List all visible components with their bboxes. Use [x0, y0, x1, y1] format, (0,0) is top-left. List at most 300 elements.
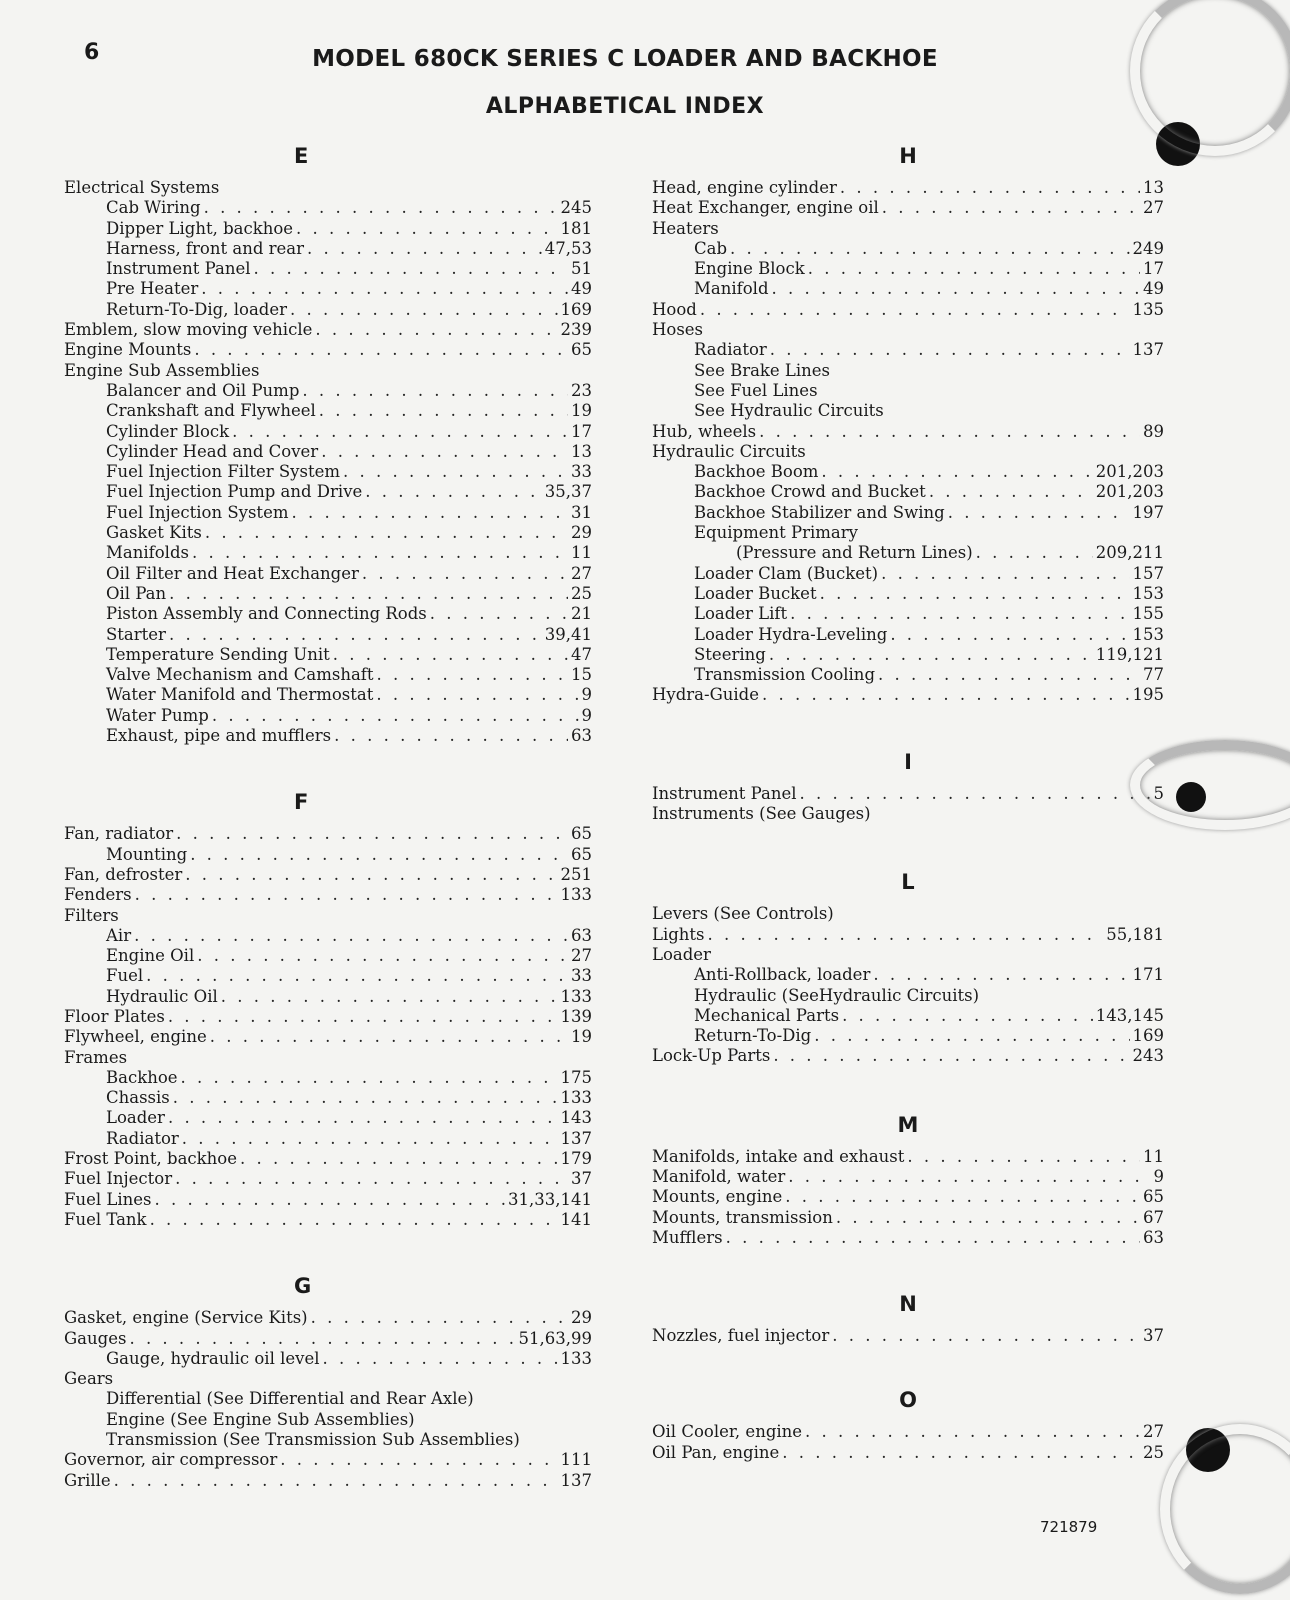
index-entry [64, 361, 592, 381]
index-entry [652, 1046, 1164, 1066]
section-letter: E [294, 144, 309, 168]
entry-label: Backhoe Crowd and Bucket [694, 482, 926, 502]
leader-dots [769, 645, 1093, 665]
entry-page-ref: 137 [560, 1128, 592, 1148]
index-entry [652, 1208, 1164, 1228]
index-entry [64, 1129, 592, 1149]
entry-label: Governor, air compressor [64, 1450, 278, 1470]
index-entry [64, 706, 592, 726]
index-entry [64, 300, 592, 320]
index-entry [64, 645, 592, 665]
entry-page-ref: 19 [571, 1027, 592, 1047]
entry-label: Emblem, slow moving vehicle [64, 320, 313, 340]
index-entry [64, 279, 592, 299]
index-entry [652, 986, 1164, 1006]
leader-dots [302, 381, 568, 401]
index-section-m [652, 1113, 1164, 1248]
leader-dots [800, 784, 1151, 804]
entry-page-ref: 17 [1143, 259, 1164, 279]
index-entry [652, 945, 1164, 965]
entry-label: Gears [64, 1369, 114, 1389]
entry-label: Hood [652, 299, 697, 319]
index-entry [652, 259, 1164, 279]
page-title: MODEL 680CK SERIES C LOADER AND BACKHOE [312, 46, 938, 72]
index-section-n [652, 1292, 1164, 1346]
index-entry [64, 584, 592, 604]
leader-dots [773, 1046, 1129, 1066]
section-letter: L [901, 870, 915, 895]
index-entry [64, 239, 592, 259]
entry-page-ref: 63 [1143, 1227, 1164, 1247]
entry-label: Oil Pan [106, 583, 167, 603]
leader-dots [976, 543, 1093, 563]
leader-dots [280, 1450, 557, 1470]
index-entry [64, 906, 592, 926]
index-entry [652, 1026, 1164, 1046]
section-letter: G [294, 1274, 312, 1299]
index-entry [652, 401, 1164, 421]
page-subtitle: ALPHABETICAL INDEX [485, 94, 765, 119]
entry-page-ref: 137 [1132, 340, 1164, 360]
index-section-h [652, 144, 1164, 706]
index-entry [652, 665, 1164, 685]
index-entry [64, 523, 592, 543]
index-entry [64, 1329, 592, 1349]
index-entry [652, 904, 1164, 924]
entry-label: Heat Exchanger, engine oil [652, 198, 879, 218]
index-entry [652, 965, 1164, 985]
entry-label: Loader Lift [694, 604, 788, 624]
entry-label: Heaters [652, 218, 719, 238]
entry-label: Loader [652, 944, 711, 964]
index-entry [64, 503, 592, 523]
section-letter: I [904, 749, 912, 774]
index-entry [64, 1048, 592, 1068]
index-entry [64, 1450, 592, 1470]
entry-page-ref: 25 [1143, 1442, 1164, 1462]
entry-label: Instrument Panel [106, 259, 251, 279]
section-letter: H [899, 144, 917, 168]
entry-label: Head, engine cylinder [652, 178, 837, 197]
index-entry [64, 845, 592, 865]
entry-label: Gasket, engine (Service Kits) [64, 1308, 308, 1328]
entry-page-ref: 55,181 [1106, 924, 1164, 944]
index-entry [652, 482, 1164, 502]
leader-dots [135, 885, 558, 905]
entry-page-ref: 13 [1143, 178, 1164, 197]
entry-label: Hydraulic Oil [106, 986, 218, 1006]
leader-dots [430, 604, 568, 624]
entry-page-ref: 65 [571, 844, 592, 864]
index-entry [64, 219, 592, 239]
entry-label: Floor Plates [64, 1006, 165, 1026]
entry-page-ref: 15 [571, 665, 592, 685]
index-section-e [64, 144, 592, 746]
entry-page-ref: 119,121 [1095, 644, 1164, 664]
entry-page-ref: 133 [560, 1348, 592, 1368]
entry-label: Fuel Injector [64, 1169, 173, 1189]
entry-page-ref: 153 [1132, 583, 1164, 603]
entry-page-ref: 133 [560, 1088, 592, 1108]
entry-label: Fuel [106, 966, 144, 986]
leader-dots [890, 625, 1129, 645]
entry-page-ref: 17 [571, 421, 592, 441]
leader-dots [708, 925, 1104, 945]
index-entry [652, 1443, 1164, 1463]
leader-dots [840, 178, 1140, 198]
index-entry [652, 361, 1164, 381]
entry-label: See Fuel Lines [694, 380, 818, 400]
index-entry [64, 1430, 592, 1450]
entry-label: Instrument Panel [652, 783, 797, 803]
index-entry [652, 1187, 1164, 1207]
index-entry [64, 1471, 592, 1491]
section-letter: F [294, 790, 309, 815]
entry-label: See Hydraulic Circuits [694, 401, 884, 421]
leader-dots [150, 1210, 558, 1230]
entry-page-ref: 137 [560, 1470, 592, 1490]
index-entry [652, 1422, 1164, 1442]
entry-page-ref: 47,53 [544, 238, 592, 258]
index-entry [652, 1006, 1164, 1026]
leader-dots [181, 1068, 558, 1088]
footer-code: 721879 [1040, 1518, 1098, 1536]
index-entry [652, 645, 1164, 665]
leader-dots [762, 685, 1130, 705]
entry-label: Radiator [106, 1128, 179, 1148]
index-entry [652, 804, 1164, 824]
index-entry [64, 926, 592, 946]
binder-ring-top [1130, 0, 1290, 156]
entry-label: Loader [106, 1108, 165, 1128]
index-entry [652, 1147, 1164, 1167]
index-entry [64, 1369, 592, 1389]
index-entry [652, 381, 1164, 401]
index-section-l [652, 870, 1164, 1066]
index-entry [652, 685, 1164, 705]
index-entry [64, 1068, 592, 1088]
entry-page-ref: 33 [571, 966, 592, 986]
entry-page-ref: 153 [1132, 624, 1164, 644]
entry-page-ref: 175 [560, 1067, 592, 1087]
index-entry [64, 987, 592, 1007]
entry-label: Balancer and Oil Pump [106, 380, 300, 400]
index-entry [64, 1108, 592, 1128]
index-entry [652, 543, 1164, 563]
index-entry [64, 966, 592, 986]
index-entry [652, 239, 1164, 259]
entry-label: Air [106, 925, 132, 945]
entry-page-ref: 49 [571, 279, 592, 299]
entry-label: Fan, radiator [64, 824, 174, 844]
entry-page-ref: 27 [571, 563, 592, 583]
index-entry [652, 1228, 1164, 1248]
leader-dots [311, 1308, 568, 1328]
entry-label: Lock-Up Parts [652, 1046, 771, 1066]
entry-label: Mufflers [652, 1227, 723, 1247]
leader-dots [726, 1228, 1140, 1248]
index-entry [64, 685, 592, 705]
entry-page-ref: 133 [560, 885, 592, 905]
entry-label: Mounts, engine [652, 1187, 783, 1207]
entry-label: (Pressure and Return Lines) [736, 543, 973, 563]
entry-page-ref: 195 [1132, 685, 1164, 705]
index-entry [64, 1190, 592, 1210]
leader-dots [168, 1108, 558, 1128]
leader-dots [210, 1027, 568, 1047]
index-entry [64, 1308, 592, 1328]
entry-page-ref: 11 [1143, 1146, 1164, 1166]
index-entry [652, 178, 1164, 198]
entry-label: Backhoe [106, 1067, 178, 1087]
entry-label: Valve Mechanism and Camshaft [106, 665, 374, 685]
entry-page-ref: 133 [560, 986, 592, 1006]
leader-dots [821, 462, 1092, 482]
entry-label: Mounting [106, 844, 188, 864]
entry-page-ref: 77 [1143, 665, 1164, 685]
leader-dots [176, 824, 568, 844]
entry-label: Dipper Light, backhoe [106, 218, 294, 238]
section-letter: M [897, 1112, 919, 1137]
entry-page-ref: 141 [560, 1209, 592, 1229]
entry-page-ref: 21 [571, 604, 592, 624]
entry-label: Steering [694, 644, 766, 664]
index-entry [64, 198, 592, 218]
index-entry [64, 1149, 592, 1169]
entry-page-ref: 35,37 [544, 482, 592, 502]
entry-label: Levers (See Controls) [652, 904, 834, 924]
leader-dots [204, 198, 558, 218]
entry-page-ref: 29 [571, 1308, 592, 1328]
entry-page-ref: 9 [581, 705, 592, 725]
index-entry [64, 1088, 592, 1108]
entry-label: Hydraulic Circuits [652, 441, 806, 461]
index-entry [652, 442, 1164, 462]
index-entry [64, 946, 592, 966]
entry-page-ref: 135 [1132, 299, 1164, 319]
entry-label: Engine Block [694, 259, 805, 279]
index-entry [652, 564, 1164, 584]
leader-dots [770, 340, 1130, 360]
entry-page-ref: 11 [571, 543, 592, 563]
leader-dots [376, 685, 578, 705]
leader-dots [882, 198, 1140, 218]
entry-label: Crankshaft and Flywheel [106, 401, 316, 421]
leader-dots [873, 965, 1129, 985]
leader-dots [323, 1349, 558, 1369]
index-entry [652, 604, 1164, 624]
entry-label: Oil Pan, engine [652, 1442, 780, 1462]
binder-ring-bottom [1160, 1424, 1290, 1594]
entry-page-ref: 155 [1132, 604, 1164, 624]
index-entry [64, 564, 592, 584]
entry-label: Instruments (See Gauges) [652, 804, 871, 824]
entry-label: Fenders [64, 885, 132, 905]
entry-label: Piston Assembly and Connecting Rods [106, 604, 427, 624]
index-entry [64, 726, 592, 746]
index-section-g [64, 1274, 592, 1491]
entry-page-ref: 23 [571, 380, 592, 400]
entry-label: Oil Cooler, engine [652, 1422, 803, 1442]
entry-label: Fuel Lines [64, 1189, 152, 1209]
leader-dots [805, 1422, 1140, 1442]
index-entry [652, 523, 1164, 543]
entry-label: Water Pump [106, 705, 209, 725]
leader-dots [129, 1329, 515, 1349]
leader-dots [192, 543, 568, 563]
index-entry [652, 1167, 1164, 1187]
entry-page-ref: 139 [560, 1006, 592, 1026]
entry-label: Loader Hydra-Leveling [694, 624, 888, 644]
entry-label: Loader Bucket [694, 583, 817, 603]
entry-page-ref: 249 [1132, 238, 1164, 258]
index-entry [64, 482, 592, 502]
index-entry [652, 300, 1164, 320]
entry-label: Lights [652, 924, 705, 944]
leader-dots [948, 503, 1130, 523]
leader-dots [907, 1147, 1140, 1167]
leader-dots [182, 1129, 558, 1149]
index-entry [652, 584, 1164, 604]
index-entry [652, 462, 1164, 482]
entry-label: Temperature Sending Unit [106, 644, 330, 664]
index-entry [652, 625, 1164, 645]
leader-dots [168, 1007, 558, 1027]
entry-page-ref: 143,145 [1095, 1005, 1164, 1025]
entry-page-ref: 19 [571, 401, 592, 421]
leader-dots [169, 625, 542, 645]
leader-dots [169, 584, 568, 604]
entry-label: Mechanical Parts [694, 1005, 840, 1025]
leader-dots [878, 665, 1140, 685]
index-section-i [652, 750, 1164, 825]
entry-label: Flywheel, engine [64, 1027, 207, 1047]
index-entry [64, 1349, 592, 1369]
index-entry [652, 925, 1164, 945]
entry-label: Differential (See Differential and Rear Axle) [106, 1389, 474, 1409]
entry-label: Return-To-Dig, loader [106, 299, 288, 319]
entry-page-ref: 197 [1132, 502, 1164, 522]
entry-page-ref: 9 [1153, 1166, 1164, 1186]
leader-dots [759, 422, 1140, 442]
entry-label: Equipment Primary [694, 523, 858, 543]
entry-label: Engine Mounts [64, 340, 192, 360]
entry-page-ref: 25 [571, 583, 592, 603]
entry-page-ref: 9 [581, 685, 592, 705]
entry-label: Oil Filter and Heat Exchanger [106, 563, 359, 583]
leader-dots [197, 946, 568, 966]
entry-page-ref: 171 [1132, 965, 1164, 985]
leader-dots [114, 1471, 558, 1491]
leader-dots [321, 442, 568, 462]
entry-page-ref: 63 [571, 925, 592, 945]
leader-dots [290, 300, 557, 320]
index-entry [652, 503, 1164, 523]
index-entry [652, 219, 1164, 239]
entry-page-ref: 37 [571, 1169, 592, 1189]
leader-dots [832, 1326, 1140, 1346]
leader-dots [254, 259, 568, 279]
index-entry [64, 1007, 592, 1027]
entry-label: Cab Wiring [106, 198, 201, 218]
entry-page-ref: 157 [1132, 563, 1164, 583]
entry-page-ref: 27 [1143, 1422, 1164, 1442]
entry-label: Cylinder Block [106, 421, 230, 441]
entry-page-ref: 49 [1143, 279, 1164, 299]
page-number: 6 [84, 40, 100, 65]
entry-page-ref: 37 [1143, 1326, 1164, 1346]
entry-page-ref: 5 [1153, 783, 1164, 803]
entry-page-ref: 47 [571, 644, 592, 664]
leader-dots [201, 279, 568, 299]
leader-dots [307, 239, 542, 259]
leader-dots [365, 482, 541, 502]
index-entry [64, 381, 592, 401]
leader-dots [240, 1149, 558, 1169]
entry-page-ref: 111 [560, 1450, 592, 1470]
entry-label: Radiator [694, 340, 767, 360]
entry-label: Gasket Kits [106, 523, 202, 543]
index-entry [64, 604, 592, 624]
index-entry [64, 665, 592, 685]
entry-page-ref: 27 [571, 946, 592, 966]
index-entry [64, 462, 592, 482]
entry-label: Cylinder Head and Cover [106, 441, 319, 461]
entry-label: Gauges [64, 1328, 127, 1348]
entry-label: Pre Heater [106, 279, 199, 299]
entry-page-ref: 245 [560, 198, 592, 218]
leader-dots [232, 422, 568, 442]
entry-page-ref: 201,203 [1095, 462, 1164, 482]
index-column-right [652, 144, 1164, 1481]
entry-label: Filters [64, 905, 119, 925]
index-entry [64, 422, 592, 442]
index-entry [64, 543, 592, 563]
leader-dots [782, 1443, 1140, 1463]
index-entry [652, 422, 1164, 442]
entry-label: Backhoe Boom [694, 462, 819, 482]
entry-label: Water Manifold and Thermostat [106, 685, 374, 705]
index-entry [64, 401, 592, 421]
index-entry [64, 259, 592, 279]
entry-label: Return-To-Dig [694, 1026, 812, 1046]
entry-page-ref: 181 [560, 218, 592, 238]
entry-label: Manifold [694, 279, 769, 299]
leader-dots [205, 523, 568, 543]
section-letter: O [899, 1388, 917, 1413]
entry-label: Frost Point, backhoe [64, 1149, 237, 1169]
entry-page-ref: 65 [1143, 1187, 1164, 1207]
leader-dots [772, 279, 1140, 299]
entry-label: Engine Oil [106, 946, 195, 966]
entry-page-ref: 27 [1143, 198, 1164, 218]
leader-dots [881, 564, 1129, 584]
entry-label: Anti-Rollback, loader [694, 965, 871, 985]
index-entry [64, 865, 592, 885]
entry-label: Grille [64, 1470, 111, 1490]
leader-dots [842, 1006, 1093, 1026]
index-entry [652, 279, 1164, 299]
index-entry [64, 885, 592, 905]
section-letter: N [899, 1292, 917, 1317]
entry-label: Loader Clam (Bucket) [694, 563, 879, 583]
entry-page-ref: 179 [560, 1149, 592, 1169]
entry-page-ref: 51 [571, 259, 592, 279]
entry-label: Fuel Tank [64, 1209, 147, 1229]
leader-dots [212, 706, 579, 726]
index-entry [652, 784, 1164, 804]
leader-dots [319, 401, 568, 421]
